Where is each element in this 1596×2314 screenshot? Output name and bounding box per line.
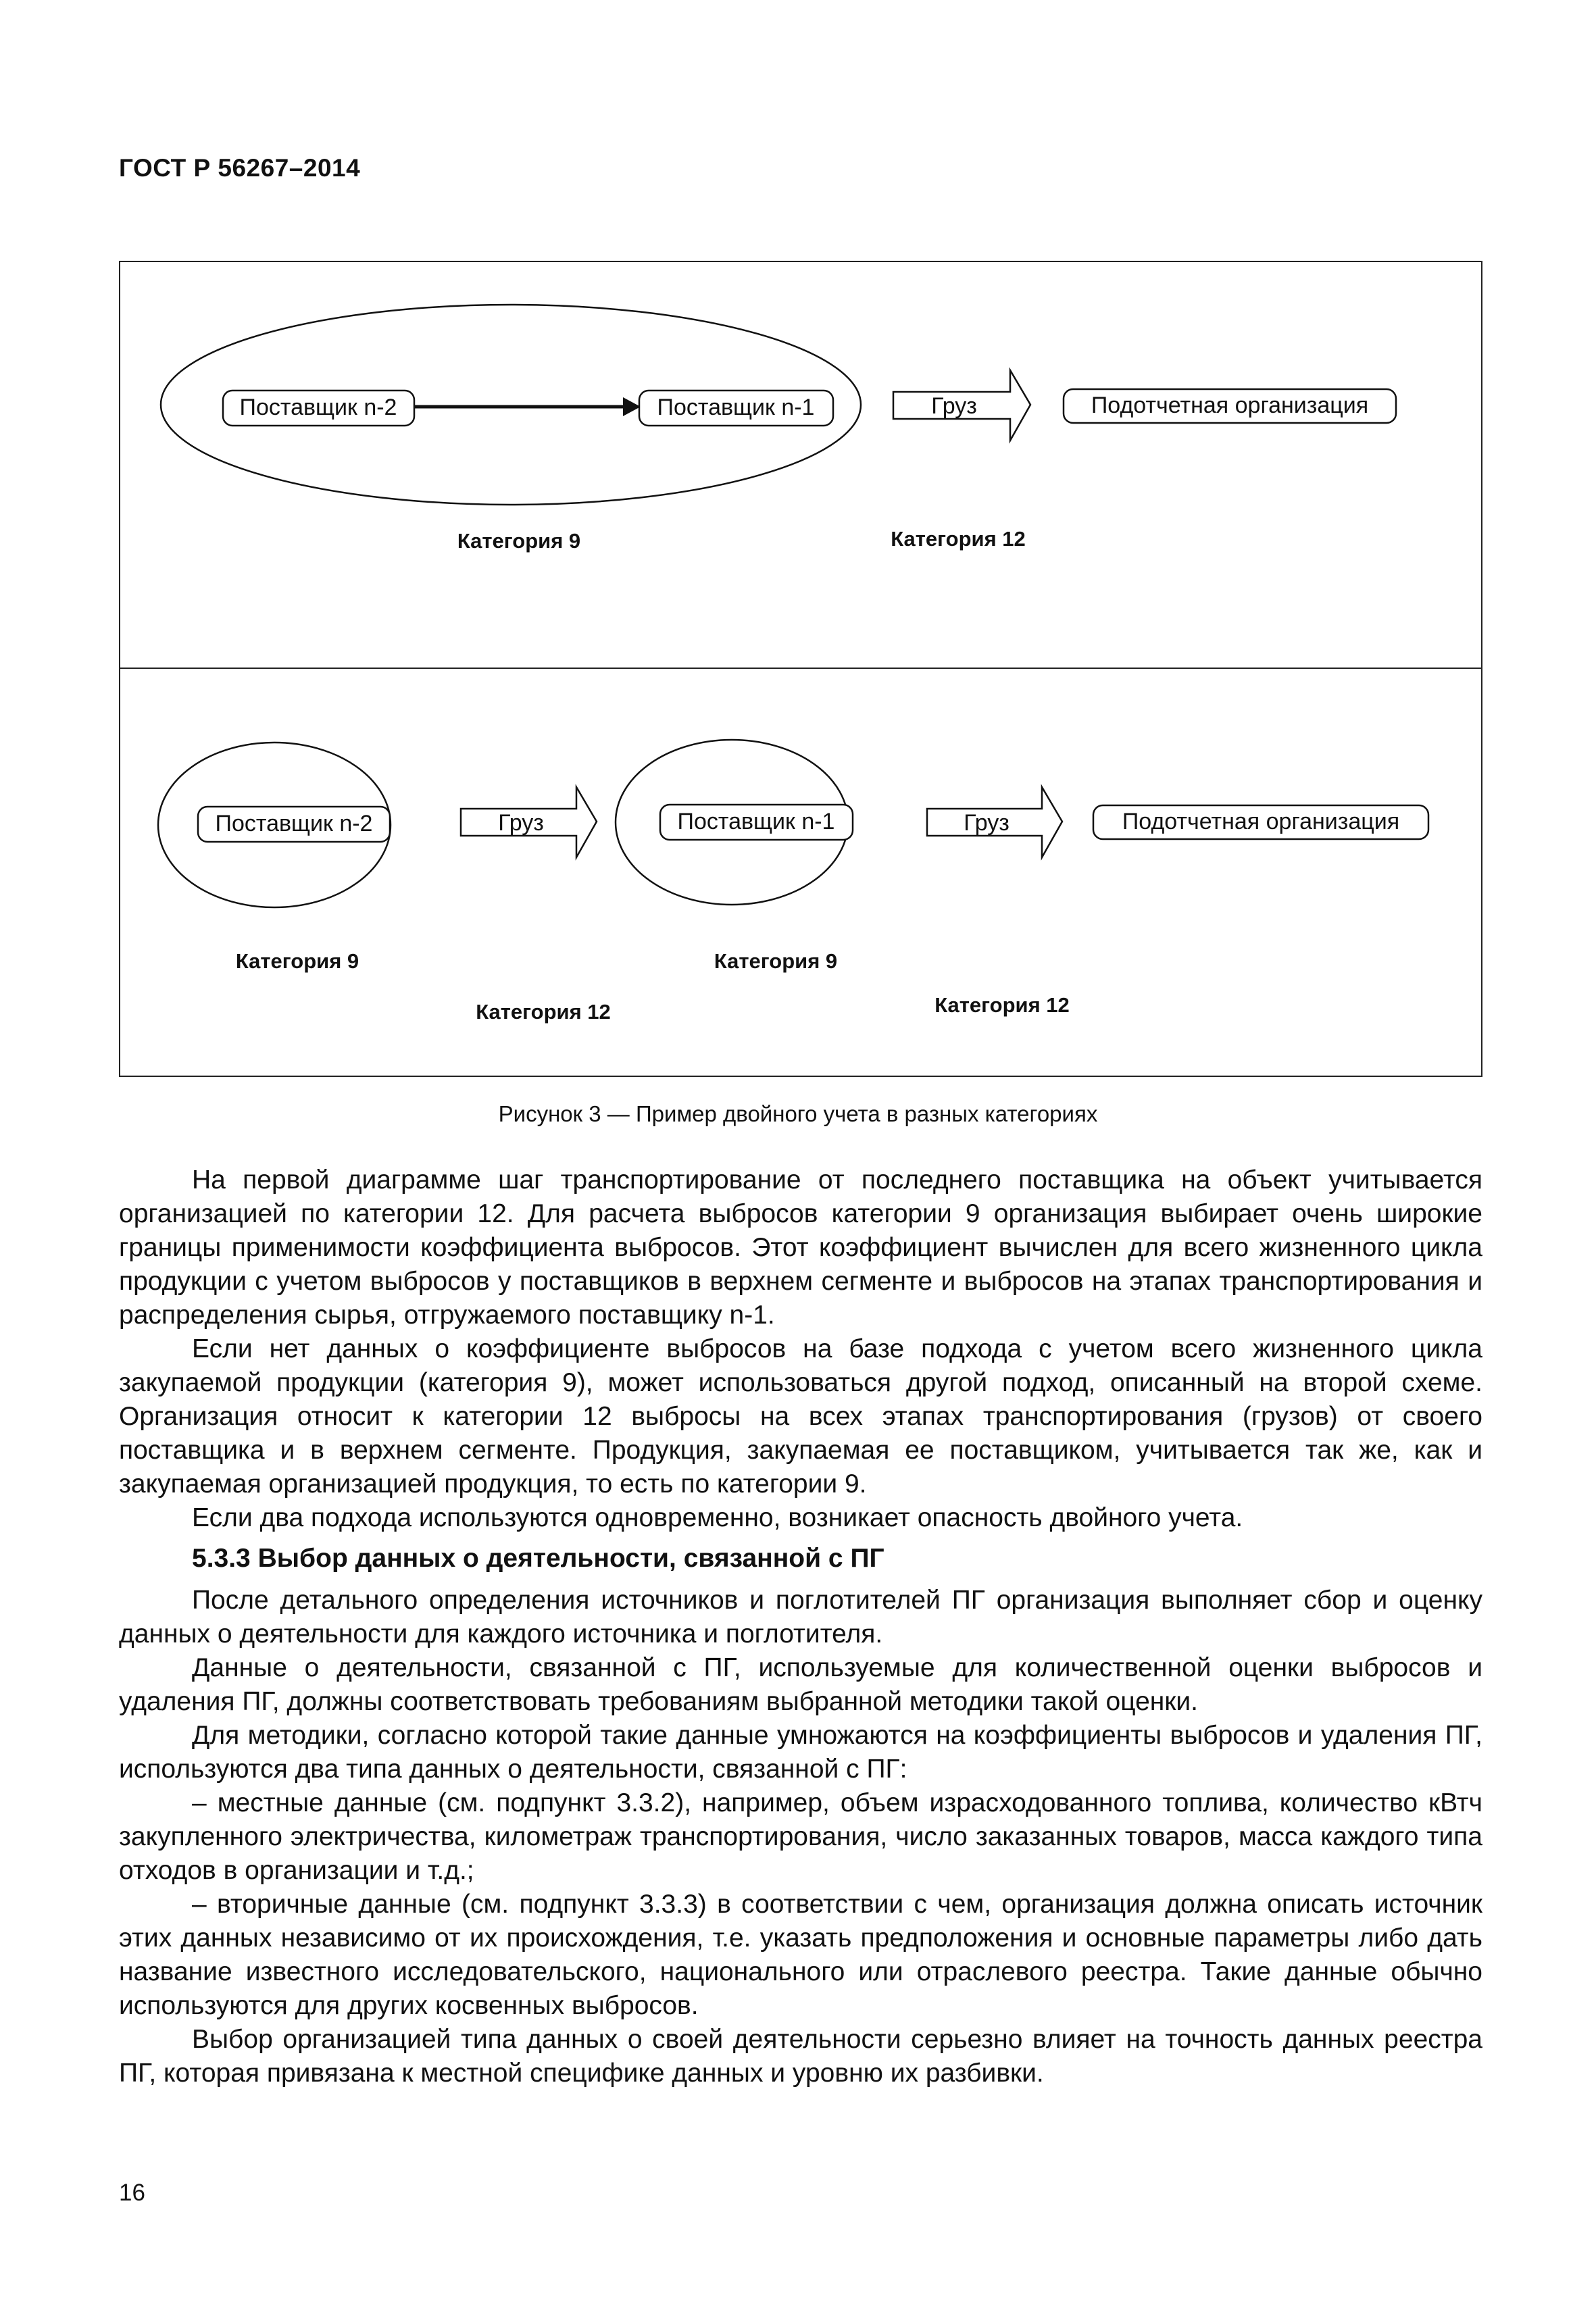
cargo-arrow-bottom-1 [461,787,597,857]
cargo-arrow-bottom-2 [927,787,1062,857]
supplier-n2-node-bottom [198,807,390,842]
list-item-secondary-data: – вторичные данные (см. подпункт 3.3.3) в соответствии с чем, организация должна описать источник этих данных независимо от их происхождения, т.е. указать предположения и основные параметры либо дать название известного исследовательского, национального или отраслевого реестра. Такие данные обычно используются для других косвенных выбросов. [119,1890,1482,2020]
document-header: ГОСТ Р 56267–2014 [119,154,361,182]
figure-caption: Рисунок 3 — Пример двойного учета в разных категориях [498,1101,1098,1126]
paragraph-2: Если нет данных о коэффициенте выбросов на базе подхода с учетом всего жизненного цикла закупаемой продукции (категория 9), может использоваться другой подход, описанный на второй схеме. Организация относит к категории 12 выбросы на всех этапах транспортирования (грузов) от своего поставщика и в верхнем сегменте. Продукция, закупаемая ее поставщиком, учитывается так же, как и закупаемая организацией продукция, то есть по категории 9. [119,1334,1482,1499]
reporting-org-node-bottom [1093,805,1428,839]
supplier-n2-label-top: Поставщик n-2 [239,395,397,420]
paragraph-6: Для методики, согласно которой такие данные умножаются на коэффициенты выбросов и удаления ПГ, используются два типа данных о деятельности, связанной с ПГ: [119,1721,1482,1784]
supplier-n1-node-bottom [660,805,853,840]
paragraph-4: После детального определения источников и поглотителей ПГ организация выполняет сбор и оценку данных о деятельности для каждого источника и поглотителя. [119,1586,1482,1649]
category-12-label-bottom-right: Категория 12 [934,993,1070,1017]
supplier-n1-label-bottom: Поставщик n-1 [677,809,835,834]
category-9-label-top: Категория 9 [457,529,581,553]
category-9-label-bottom-mid: Категория 9 [714,949,838,973]
supplier-n2-label-bottom: Поставщик n-2 [215,811,373,836]
cargo-label-bottom-1: Груз [498,810,544,836]
cargo-label-top: Груз [931,393,977,419]
reporting-org-node-top [1064,389,1396,423]
paragraph-1: На первой диаграмме шаг транспортирование от последнего поставщика на объект учитывается организацией по категории 12. Для расчета выбросов категории 9 организация выбирает очень широкие границы применимости коэффициента выбросов. Этот коэффициент вычислен для всего жизненного цикла продукции с учетом выбросов у поставщиков в верхнем сегменте и выбросов на этапах транспортирования и распределения сырья, отгружаемого поставщику n-1. [119,1165,1482,1330]
section-heading: 5.3.3 Выбор данных о деятельности, связанной с ПГ [192,1544,884,1573]
paragraph-5: Данные о деятельности, связанной с ПГ, используемые для количественной оценки выбросов и удаления ПГ, должны соответствовать требованиям выбранной методики такой оценки. [119,1653,1482,1716]
category-12-label-top: Категория 12 [891,527,1026,551]
paragraph-3: Если два подхода используются одновременно, возникает опасность двойного учета. [192,1503,1243,1532]
double-counting-diagram [0,0,1596,1081]
reporting-org-label-bottom: Подотчетная организация [1122,809,1400,834]
list-item-local-data: – местные данные (см. подпункт 3.3.2), например, объем израсходованного топлива, количество кВтч закупленного электричества, километраж транспортирования, число заказанных товаров, масса каждого типа отходов в организации и т.д.; [119,1788,1482,1885]
category-9-label-bottom-left: Категория 9 [235,949,359,973]
reporting-org-label-top: Подотчетная организация [1091,393,1369,418]
supplier-n1-node-top [639,391,833,426]
category-12-label-bottom-left: Категория 12 [476,1000,611,1024]
paragraph-7: Выбор организацией типа данных о своей деятельности серьезно влияет на точность данных реестра ПГ, которая привязана к местной специфике данных и уровню их разбивки. [119,2025,1482,2088]
cargo-arrow-top [893,370,1030,441]
body-text [119,1163,1482,2090]
supply-arrowhead-top [623,397,641,416]
supplier-n1-label-top: Поставщик n-1 [657,395,815,420]
cargo-label-bottom-2: Груз [964,810,1009,836]
page-number: 16 [119,2180,145,2206]
supplier-n2-node-top [223,391,414,426]
